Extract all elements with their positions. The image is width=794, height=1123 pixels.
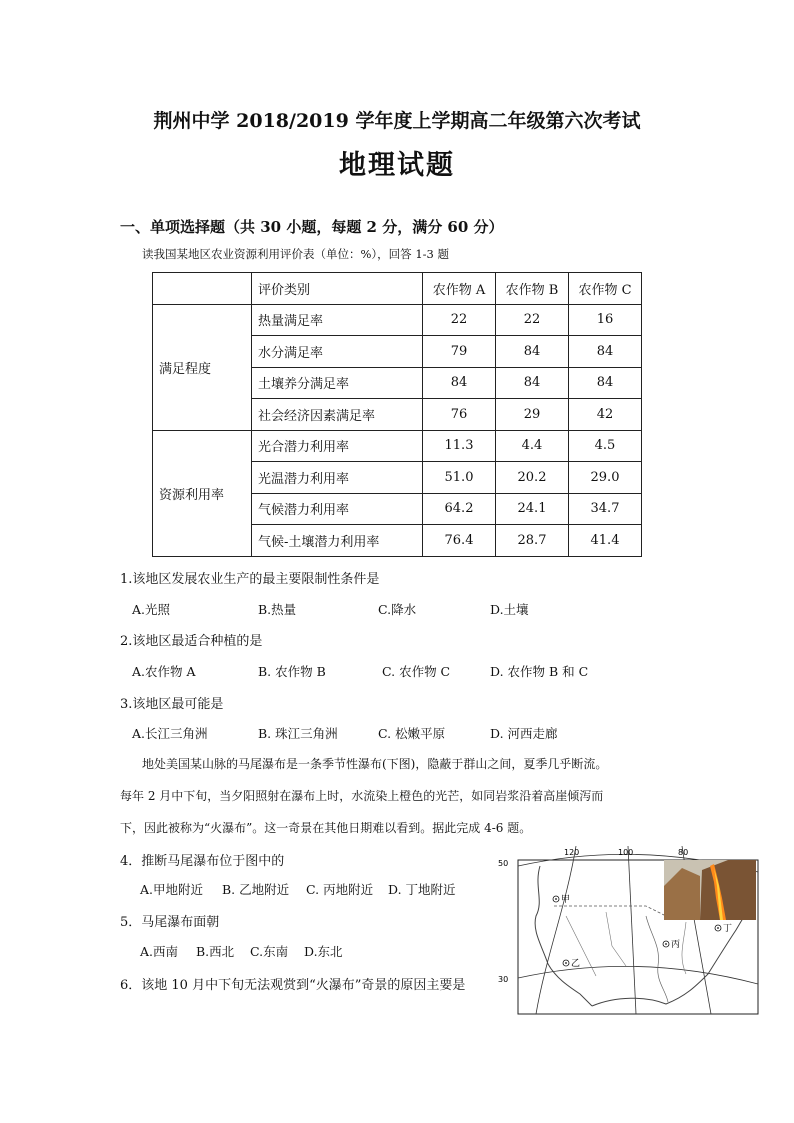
question-2: 2.该地区最适合种植的是: [120, 634, 263, 649]
cell-value: 84: [569, 367, 642, 399]
section-heading: 一、单项选择题（共 30 小题，每题 2 分，满分 60 分）: [120, 218, 504, 236]
option-a[interactable]: A.长江三角洲: [132, 726, 208, 741]
group-name: 资源利用率: [153, 430, 252, 556]
passage-line-2: 每年 2 月中下旬，当夕阳照射在瀑布上时，水流染上橙色的光芒，如同岩浆沿着高崖倾泻而: [120, 789, 604, 803]
option-d[interactable]: D.东北: [304, 944, 343, 959]
exam-title: 荆州中学 2018/2019 学年度上学期高二年级第六次考试: [153, 110, 641, 132]
option-c[interactable]: C. 松嫩平原: [378, 726, 446, 741]
passage-line-3: 下，因此被称为“火瀑布”。这一奇景在其他日期难以看到。据此完成 4-6 题。: [120, 821, 532, 835]
row-category: 水分满足率: [252, 336, 423, 368]
place-label: 丙: [671, 940, 681, 950]
cell-value: 20.2: [496, 462, 569, 494]
cell-value: 76: [423, 399, 496, 431]
row-category: 社会经济因素满足率: [252, 399, 423, 431]
option-d[interactable]: D. 农作物 B 和 C: [490, 664, 589, 679]
cell-value: 22: [423, 304, 496, 336]
cell-value: 84: [496, 367, 569, 399]
lat-label-50: 50: [498, 859, 509, 868]
cell-value: 29.0: [569, 462, 642, 494]
row-category: 光温潜力利用率: [252, 462, 423, 494]
north-america-map: [496, 846, 760, 1018]
cell-value: 84: [496, 336, 569, 368]
option-a[interactable]: A.光照: [132, 602, 171, 617]
waterfall-photo: [664, 860, 756, 920]
lon-label-120: 120: [564, 848, 580, 857]
option-a[interactable]: A.农作物 A: [132, 664, 196, 679]
row-category: 土壤养分满足率: [252, 367, 423, 399]
cell-value: 4.5: [569, 430, 642, 462]
cell-value: 64.2: [423, 493, 496, 525]
table-intro: 读我国某地区农业资源利用评价表（单位：%），回答 1-3 题: [142, 247, 450, 261]
place-label: 丁: [723, 924, 733, 934]
question-4: 4．推断马尾瀑布位于图中的: [120, 854, 285, 869]
cell-value: 84: [569, 336, 642, 368]
header-crop-a: 农作物 A: [423, 273, 496, 305]
header-crop-b: 农作物 B: [496, 273, 569, 305]
option-a[interactable]: A.西南: [140, 944, 179, 959]
lon-label-80: 80: [678, 848, 689, 857]
row-category: 气候潜力利用率: [252, 493, 423, 525]
header-crop-c: 农作物 C: [569, 273, 642, 305]
option-d[interactable]: D. 丁地附近: [388, 882, 456, 897]
cell-value: 79: [423, 336, 496, 368]
option-d[interactable]: D. 河西走廊: [490, 726, 558, 741]
option-b[interactable]: B.西北: [196, 944, 235, 959]
option-c[interactable]: C. 丙地附近: [306, 882, 374, 897]
cell-value: 42: [569, 399, 642, 431]
table-corner-cell: [153, 273, 252, 305]
cell-value: 11.3: [423, 430, 496, 462]
group-name: 满足程度: [153, 304, 252, 430]
cell-value: 51.0: [423, 462, 496, 494]
cell-value: 4.4: [496, 430, 569, 462]
cell-value: 16: [569, 304, 642, 336]
place-label: 乙: [571, 959, 581, 969]
cell-value: 29: [496, 399, 569, 431]
cell-value: 22: [496, 304, 569, 336]
subject-title: 地理试题: [339, 150, 455, 181]
table-header-row: [153, 273, 642, 305]
option-c[interactable]: C.降水: [378, 602, 417, 617]
place-label: 甲: [561, 895, 571, 905]
row-category: 光合潜力利用率: [252, 430, 423, 462]
row-category: 热量满足率: [252, 304, 423, 336]
cell-value: 84: [423, 367, 496, 399]
question-5: 5．马尾瀑布面朝: [120, 915, 220, 930]
question-3: 3.该地区最可能是: [120, 697, 224, 712]
option-c[interactable]: C. 农作物 C: [382, 664, 451, 679]
header-category: 评价类别: [252, 273, 423, 305]
cell-value: 28.7: [496, 525, 569, 557]
option-b[interactable]: B.热量: [258, 602, 297, 617]
question-1: 1.该地区发展农业生产的最主要限制性条件是: [120, 572, 380, 587]
option-b[interactable]: B. 珠江三角洲: [258, 726, 338, 741]
cell-value: 41.4: [569, 525, 642, 557]
row-category: 气候-土壤潜力利用率: [252, 525, 423, 557]
option-a[interactable]: A.甲地附近: [140, 882, 204, 897]
cell-value: 24.1: [496, 493, 569, 525]
lon-label-100: 100: [618, 848, 634, 857]
lat-label-30: 30: [498, 975, 509, 984]
option-d[interactable]: D.土壤: [490, 602, 529, 617]
option-b[interactable]: B. 乙地附近: [222, 882, 290, 897]
table-row: [153, 304, 642, 336]
evaluation-table: [152, 272, 642, 557]
table-row: [153, 430, 642, 462]
passage-line-1: 地处美国某山脉的马尾瀑布是一条季节性瀑布(下图)，隐蔽于群山之间，夏季几乎断流。: [142, 757, 608, 771]
option-b[interactable]: B. 农作物 B: [258, 664, 326, 679]
cell-value: 34.7: [569, 493, 642, 525]
question-6: 6．该地 10 月中下旬无法观赏到“火瀑布”奇景的原因主要是: [120, 978, 466, 993]
cell-value: 76.4: [423, 525, 496, 557]
option-c[interactable]: C.东南: [250, 944, 289, 959]
